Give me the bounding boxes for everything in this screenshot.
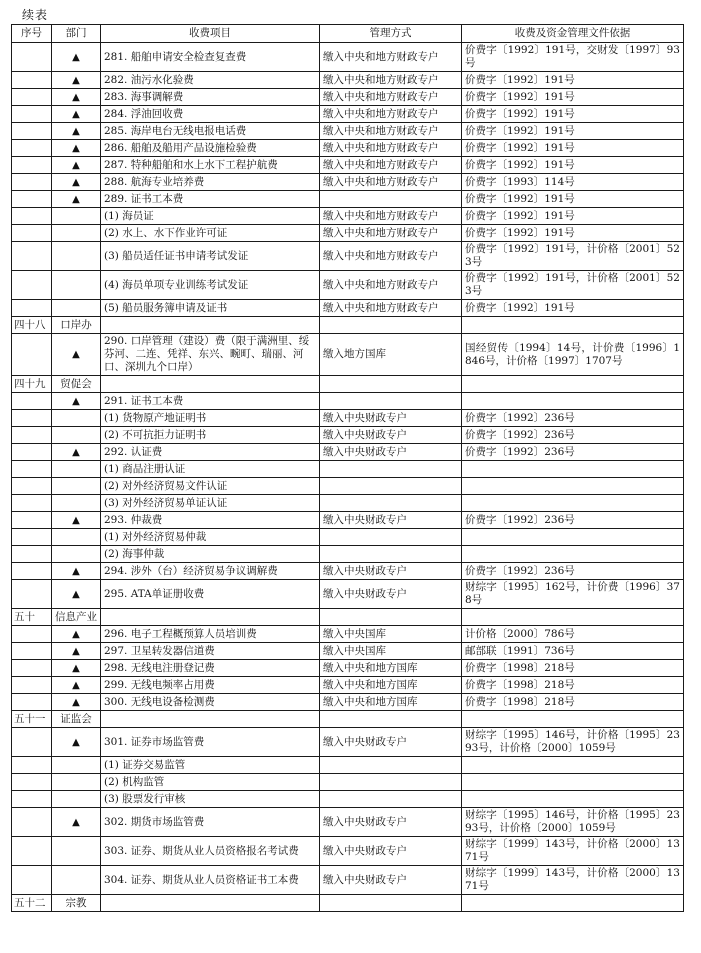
row-mgmt: 缴入中央财政专户 — [320, 728, 462, 757]
table-row — [12, 791, 684, 808]
row-item: (2) 不可抗拒力证明书 — [101, 427, 320, 444]
row-basis: 价费字〔1992〕191号 — [462, 191, 684, 208]
row-seq — [12, 866, 52, 895]
table-row — [12, 300, 684, 317]
row-dept: 口岸办 — [52, 317, 101, 334]
section-row — [12, 376, 684, 393]
row-seq — [12, 529, 52, 546]
row-marker-triangle — [52, 427, 101, 444]
row-basis: 价费字〔1992〕191号 — [462, 140, 684, 157]
table-row — [12, 808, 684, 837]
row-mgmt: 缴入地方国库 — [320, 334, 462, 376]
row-dept: 宗教 — [52, 895, 101, 912]
row-mgmt: 缴入中央和地方财政专户 — [320, 225, 462, 242]
table-row — [12, 728, 684, 757]
row-item: (2) 水上、水下作业许可证 — [101, 225, 320, 242]
row-basis: 价费字〔1992〕191号 — [462, 208, 684, 225]
table-row — [12, 626, 684, 643]
table-row — [12, 427, 684, 444]
section-row — [12, 609, 684, 626]
row-item: 295. ATA单证册收费 — [101, 580, 320, 609]
row-mgmt: 缴入中央和地方财政专户 — [320, 123, 462, 140]
table-row — [12, 89, 684, 106]
row-item: (4) 海员单项专业训练考试发证 — [101, 271, 320, 300]
row-basis: 价费字〔1998〕218号 — [462, 694, 684, 711]
row-item: 300. 无线电设备检测费 — [101, 694, 320, 711]
row-marker-triangle: ▲ — [52, 626, 101, 643]
row-basis: 价费字〔1992〕191号 — [462, 72, 684, 89]
row-mgmt: 缴入中央和地方财政专户 — [320, 271, 462, 300]
row-seq — [12, 837, 52, 866]
row-mgmt: 缴入中央和地方财政专户 — [320, 106, 462, 123]
row-seq — [12, 174, 52, 191]
row-item: 288. 航海专业培养费 — [101, 174, 320, 191]
row-seq: 五十一 — [12, 711, 52, 728]
row-marker-triangle: ▲ — [52, 444, 101, 461]
row-mgmt — [320, 461, 462, 478]
row-basis: 价费字〔1992〕191号 — [462, 157, 684, 174]
row-mgmt: 缴入中央财政专户 — [320, 427, 462, 444]
row-seq — [12, 626, 52, 643]
table-row — [12, 191, 684, 208]
row-mgmt: 缴入中央和地方国库 — [320, 677, 462, 694]
row-item: 287. 特种船舶和水上水下工程护航费 — [101, 157, 320, 174]
row-mgmt — [320, 711, 462, 728]
row-mgmt: 缴入中央国库 — [320, 643, 462, 660]
row-mgmt — [320, 478, 462, 495]
row-mgmt — [320, 609, 462, 626]
row-basis — [462, 495, 684, 512]
row-seq — [12, 89, 52, 106]
row-seq — [12, 157, 52, 174]
row-item — [101, 711, 320, 728]
row-seq — [12, 660, 52, 677]
row-item: (3) 对外经济贸易单证认证 — [101, 495, 320, 512]
row-item: 294. 涉外（台）经济贸易争议调解费 — [101, 563, 320, 580]
table-row — [12, 866, 684, 895]
row-seq — [12, 410, 52, 427]
row-basis: 价费字〔1992〕191号 — [462, 225, 684, 242]
row-seq — [12, 444, 52, 461]
row-basis: 价费字〔1992〕236号 — [462, 563, 684, 580]
row-seq — [12, 774, 52, 791]
row-mgmt: 缴入中央和地方财政专户 — [320, 208, 462, 225]
table-body — [12, 43, 684, 912]
row-item: 284. 浮油回收费 — [101, 106, 320, 123]
row-basis: 财综字〔1995〕146号，计价格〔1995〕2393号，计价格〔2000〕1059号 — [462, 728, 684, 757]
table-row — [12, 242, 684, 271]
row-basis: 价费字〔1993〕114号 — [462, 174, 684, 191]
row-marker-triangle — [52, 461, 101, 478]
row-marker-triangle: ▲ — [52, 106, 101, 123]
row-item: 297. 卫星转发器信道费 — [101, 643, 320, 660]
header-seq: 序号 — [12, 25, 52, 43]
table-row — [12, 271, 684, 300]
row-item: (3) 船员适任证书申请考试发证 — [101, 242, 320, 271]
row-seq — [12, 242, 52, 271]
row-marker-triangle — [52, 866, 101, 895]
row-mgmt: 缴入中央和地方财政专户 — [320, 242, 462, 271]
row-basis: 财综字〔1999〕143号，计价格〔2000〕1371号 — [462, 866, 684, 895]
row-marker-triangle: ▲ — [52, 191, 101, 208]
row-seq — [12, 495, 52, 512]
row-marker-triangle — [52, 410, 101, 427]
row-seq — [12, 808, 52, 837]
table-row — [12, 461, 684, 478]
row-marker-triangle: ▲ — [52, 660, 101, 677]
row-basis: 价费字〔1992〕236号 — [462, 444, 684, 461]
row-seq: 四十八 — [12, 317, 52, 334]
row-mgmt: 缴入中央财政专户 — [320, 410, 462, 427]
row-item: 281. 船舶申请安全检查复查费 — [101, 43, 320, 72]
fee-table — [11, 24, 684, 912]
row-seq: 五十二 — [12, 895, 52, 912]
row-seq — [12, 271, 52, 300]
row-item: (1) 货物原产地证明书 — [101, 410, 320, 427]
row-marker-triangle — [52, 757, 101, 774]
table-row — [12, 757, 684, 774]
row-item: (2) 海事仲裁 — [101, 546, 320, 563]
table-row — [12, 140, 684, 157]
row-mgmt: 缴入中央财政专户 — [320, 563, 462, 580]
row-marker-triangle: ▲ — [52, 512, 101, 529]
row-mgmt: 缴入中央和地方财政专户 — [320, 157, 462, 174]
row-seq — [12, 72, 52, 89]
row-mgmt: 缴入中央财政专户 — [320, 866, 462, 895]
row-item — [101, 317, 320, 334]
row-seq — [12, 123, 52, 140]
row-seq — [12, 580, 52, 609]
row-mgmt: 缴入中央和地方财政专户 — [320, 43, 462, 72]
row-marker-triangle — [52, 208, 101, 225]
row-seq — [12, 677, 52, 694]
row-item: (5) 船员服务簿申请及证书 — [101, 300, 320, 317]
row-basis — [462, 711, 684, 728]
table-row — [12, 157, 684, 174]
row-basis: 价费字〔1998〕218号 — [462, 660, 684, 677]
row-mgmt: 缴入中央和地方财政专户 — [320, 72, 462, 89]
row-seq — [12, 643, 52, 660]
row-marker-triangle: ▲ — [52, 123, 101, 140]
header-basis: 收费及资金管理文件依据 — [462, 25, 684, 43]
row-marker-triangle — [52, 495, 101, 512]
row-mgmt: 缴入中央和地方国库 — [320, 660, 462, 677]
section-row — [12, 317, 684, 334]
row-seq — [12, 208, 52, 225]
row-item: (1) 证券交易监管 — [101, 757, 320, 774]
table-row — [12, 677, 684, 694]
row-basis — [462, 546, 684, 563]
row-seq — [12, 300, 52, 317]
row-basis — [462, 393, 684, 410]
row-seq — [12, 191, 52, 208]
row-seq — [12, 757, 52, 774]
row-marker-triangle — [52, 529, 101, 546]
row-marker-triangle — [52, 478, 101, 495]
row-mgmt: 缴入中央财政专户 — [320, 580, 462, 609]
row-dept: 贸促会 — [52, 376, 101, 393]
row-item: 283. 海事调解费 — [101, 89, 320, 106]
table-row — [12, 660, 684, 677]
row-item: 301. 证券市场监管费 — [101, 728, 320, 757]
row-seq: 五十 — [12, 609, 52, 626]
row-marker-triangle: ▲ — [52, 677, 101, 694]
row-basis — [462, 461, 684, 478]
row-seq — [12, 546, 52, 563]
row-item: (3) 股票发行审核 — [101, 791, 320, 808]
row-mgmt: 缴入中央和地方国库 — [320, 694, 462, 711]
row-basis — [462, 478, 684, 495]
row-item: 286. 船舶及船用产品设施检验费 — [101, 140, 320, 157]
row-basis: 价费字〔1992〕191号 — [462, 300, 684, 317]
table-row — [12, 72, 684, 89]
row-basis: 价费字〔1992〕191号，交财发〔1997〕93号 — [462, 43, 684, 72]
row-item: 298. 无线电注册登记费 — [101, 660, 320, 677]
row-basis — [462, 529, 684, 546]
row-seq — [12, 478, 52, 495]
table-row — [12, 837, 684, 866]
row-mgmt — [320, 317, 462, 334]
row-marker-triangle: ▲ — [52, 89, 101, 106]
row-seq — [12, 563, 52, 580]
row-marker-triangle: ▲ — [52, 72, 101, 89]
row-basis: 价费字〔1992〕191号 — [462, 123, 684, 140]
row-mgmt: 缴入中央和地方财政专户 — [320, 140, 462, 157]
row-basis — [462, 609, 684, 626]
row-basis — [462, 895, 684, 912]
row-basis: 国经贸传〔1994〕14号，计价费〔1996〕1846号，计价格〔1997〕1707号 — [462, 334, 684, 376]
row-mgmt — [320, 376, 462, 393]
table-row — [12, 546, 684, 563]
row-basis: 价费字〔1992〕236号 — [462, 410, 684, 427]
row-basis: 价费字〔1992〕236号 — [462, 427, 684, 444]
row-marker-triangle — [52, 791, 101, 808]
table-row — [12, 174, 684, 191]
table-row — [12, 495, 684, 512]
row-mgmt — [320, 791, 462, 808]
row-marker-triangle: ▲ — [52, 643, 101, 660]
row-basis — [462, 376, 684, 393]
row-mgmt — [320, 757, 462, 774]
row-mgmt: 缴入中央财政专户 — [320, 837, 462, 866]
row-item: 296. 电子工程概预算人员培训费 — [101, 626, 320, 643]
row-item: 304. 证券、期货从业人员资格证书工本费 — [101, 866, 320, 895]
row-item: (1) 海员证 — [101, 208, 320, 225]
row-item: 291. 证书工本费 — [101, 393, 320, 410]
row-basis: 财综字〔1999〕143号，计价格〔2000〕1371号 — [462, 837, 684, 866]
table-row — [12, 334, 684, 376]
row-mgmt: 缴入中央和地方财政专户 — [320, 174, 462, 191]
row-marker-triangle — [52, 837, 101, 866]
table-row — [12, 529, 684, 546]
row-mgmt — [320, 191, 462, 208]
row-seq — [12, 106, 52, 123]
row-item: 292. 认证费 — [101, 444, 320, 461]
row-mgmt — [320, 529, 462, 546]
row-mgmt: 缴入中央和地方财政专户 — [320, 89, 462, 106]
row-mgmt — [320, 495, 462, 512]
row-marker-triangle: ▲ — [52, 43, 101, 72]
table-row — [12, 694, 684, 711]
row-mgmt: 缴入中央国库 — [320, 626, 462, 643]
row-basis — [462, 791, 684, 808]
row-basis: 价费字〔1992〕191号 — [462, 106, 684, 123]
row-mgmt: 缴入中央财政专户 — [320, 444, 462, 461]
section-row — [12, 711, 684, 728]
table-row — [12, 774, 684, 791]
row-dept: 证监会 — [52, 711, 101, 728]
row-mgmt: 缴入中央财政专户 — [320, 808, 462, 837]
row-item: 293. 仲裁费 — [101, 512, 320, 529]
row-basis: 价费字〔1992〕191号，计价格〔2001〕523号 — [462, 242, 684, 271]
row-basis — [462, 317, 684, 334]
row-seq — [12, 694, 52, 711]
row-dept: 信息产业 — [52, 609, 101, 626]
row-basis: 价费字〔1992〕191号，计价格〔2001〕523号 — [462, 271, 684, 300]
row-seq — [12, 512, 52, 529]
row-mgmt — [320, 393, 462, 410]
table-row — [12, 444, 684, 461]
table-row — [12, 123, 684, 140]
row-marker-triangle: ▲ — [52, 157, 101, 174]
row-basis: 邮部联〔1991〕736号 — [462, 643, 684, 660]
row-marker-triangle: ▲ — [52, 393, 101, 410]
row-mgmt: 缴入中央和地方财政专户 — [320, 300, 462, 317]
table-row — [12, 478, 684, 495]
row-marker-triangle — [52, 300, 101, 317]
row-basis: 计价格〔2000〕786号 — [462, 626, 684, 643]
row-basis: 价费字〔1992〕191号 — [462, 89, 684, 106]
row-marker-triangle: ▲ — [52, 563, 101, 580]
row-seq — [12, 225, 52, 242]
row-item: (1) 商品注册认证 — [101, 461, 320, 478]
row-basis: 价费字〔1998〕218号 — [462, 677, 684, 694]
row-seq — [12, 334, 52, 376]
row-item: 289. 证书工本费 — [101, 191, 320, 208]
row-mgmt: 缴入中央财政专户 — [320, 512, 462, 529]
row-marker-triangle: ▲ — [52, 694, 101, 711]
row-mgmt — [320, 774, 462, 791]
section-row — [12, 895, 684, 912]
row-item: (2) 对外经济贸易文件认证 — [101, 478, 320, 495]
row-marker-triangle — [52, 774, 101, 791]
table-row — [12, 580, 684, 609]
row-marker-triangle: ▲ — [52, 140, 101, 157]
row-marker-triangle: ▲ — [52, 174, 101, 191]
row-seq — [12, 140, 52, 157]
table-row — [12, 563, 684, 580]
continued-table-heading: 续表 — [22, 8, 49, 22]
table-row — [12, 208, 684, 225]
row-item: 303. 证券、期货从业人员资格报名考试费 — [101, 837, 320, 866]
header-dept: 部门 — [52, 25, 101, 43]
row-marker-triangle — [52, 225, 101, 242]
row-mgmt — [320, 895, 462, 912]
row-seq — [12, 393, 52, 410]
row-item — [101, 895, 320, 912]
row-basis: 价费字〔1992〕236号 — [462, 512, 684, 529]
table-row — [12, 643, 684, 660]
row-marker-triangle: ▲ — [52, 728, 101, 757]
row-seq — [12, 427, 52, 444]
row-item: 299. 无线电频率占用费 — [101, 677, 320, 694]
row-item — [101, 609, 320, 626]
row-basis — [462, 774, 684, 791]
row-item: 290. 口岸管理（建设）费（限于满洲里、绥芬河、二连、凭祥、东兴、畹町、瑞丽、河口、深圳九个口岸） — [101, 334, 320, 376]
row-marker-triangle: ▲ — [52, 334, 101, 376]
row-item: (2) 机构监管 — [101, 774, 320, 791]
table-row — [12, 225, 684, 242]
row-seq — [12, 461, 52, 478]
row-marker-triangle — [52, 242, 101, 271]
table-header-row — [12, 25, 684, 43]
row-item: (1) 对外经济贸易仲裁 — [101, 529, 320, 546]
row-seq — [12, 728, 52, 757]
header-item: 收费项目 — [101, 25, 320, 43]
row-marker-triangle: ▲ — [52, 808, 101, 837]
table-row — [12, 512, 684, 529]
row-basis: 财综字〔1995〕162号，计价费〔1996〕378号 — [462, 580, 684, 609]
row-marker-triangle — [52, 271, 101, 300]
row-item: 282. 油污水化验费 — [101, 72, 320, 89]
header-mgmt: 管理方式 — [320, 25, 462, 43]
row-seq: 四十九 — [12, 376, 52, 393]
row-basis: 财综字〔1995〕146号，计价格〔1995〕2393号，计价格〔2000〕1059号 — [462, 808, 684, 837]
row-seq — [12, 43, 52, 72]
row-basis — [462, 757, 684, 774]
row-marker-triangle: ▲ — [52, 580, 101, 609]
table-row — [12, 43, 684, 72]
table-row — [12, 393, 684, 410]
row-item: 285. 海岸电台无线电报电话费 — [101, 123, 320, 140]
row-item: 302. 期货市场监管费 — [101, 808, 320, 837]
table-row — [12, 106, 684, 123]
row-item — [101, 376, 320, 393]
table-row — [12, 410, 684, 427]
row-marker-triangle — [52, 546, 101, 563]
row-seq — [12, 791, 52, 808]
row-mgmt — [320, 546, 462, 563]
